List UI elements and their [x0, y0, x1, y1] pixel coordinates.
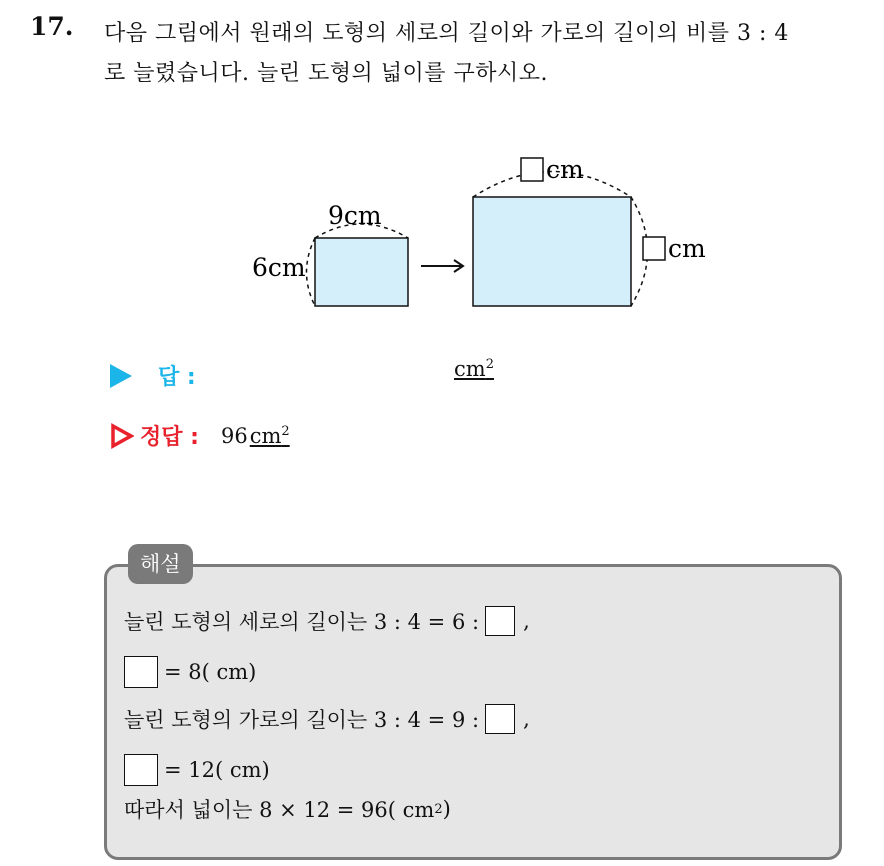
- question-text-line2: 로 늘렸습니다. 늘린 도형의 넓이를 구하시오.: [104, 61, 548, 86]
- small-width-label: 9cm: [328, 201, 382, 230]
- answer-unit: $cm^2$: [454, 357, 494, 381]
- explanation-line5: 따라서 넓이는 8 × 12 = 96( cm 2 ): [124, 797, 451, 822]
- big-width-blank-box: [521, 158, 543, 181]
- big-height-blank-box: [643, 237, 665, 260]
- question-text-line1: 다음 그림에서 원래의 도형의 세로의 길이와 가로의 길이의 비를 3 : 4: [104, 21, 789, 46]
- correct-value: 96: [220, 423, 248, 448]
- original-rectangle: [315, 238, 408, 306]
- answer-label: 답 :: [158, 365, 196, 390]
- small-height-label: 6cm: [252, 253, 306, 282]
- explanation-line3: 늘린 도형의 가로의 길이는 3 : 4 = 9 : ,: [124, 704, 530, 734]
- blank-box: [124, 656, 158, 688]
- big-height-unit: cm: [668, 234, 706, 263]
- correct-label: 정답 :: [140, 425, 199, 450]
- blank-box: [124, 754, 158, 786]
- small-left-arc: [307, 238, 316, 306]
- explanation-line2: = 8( cm): [124, 656, 256, 688]
- blank-box: [485, 704, 515, 734]
- explanation-line1: 늘린 도형의 세로의 길이는 3 : 4 = 6 : ,: [124, 606, 530, 636]
- enlarged-rectangle: [473, 197, 631, 306]
- correct-unit: $cm^2$: [249, 423, 290, 448]
- big-width-unit: cm: [546, 155, 584, 184]
- explanation-tag: 해설: [128, 544, 193, 584]
- answer-arrow-icon: [110, 364, 132, 388]
- explanation-line4: = 12( cm): [124, 754, 270, 786]
- question-number: 17.: [30, 12, 74, 41]
- correct-arrow-icon: [110, 423, 134, 449]
- blank-box: [485, 606, 515, 636]
